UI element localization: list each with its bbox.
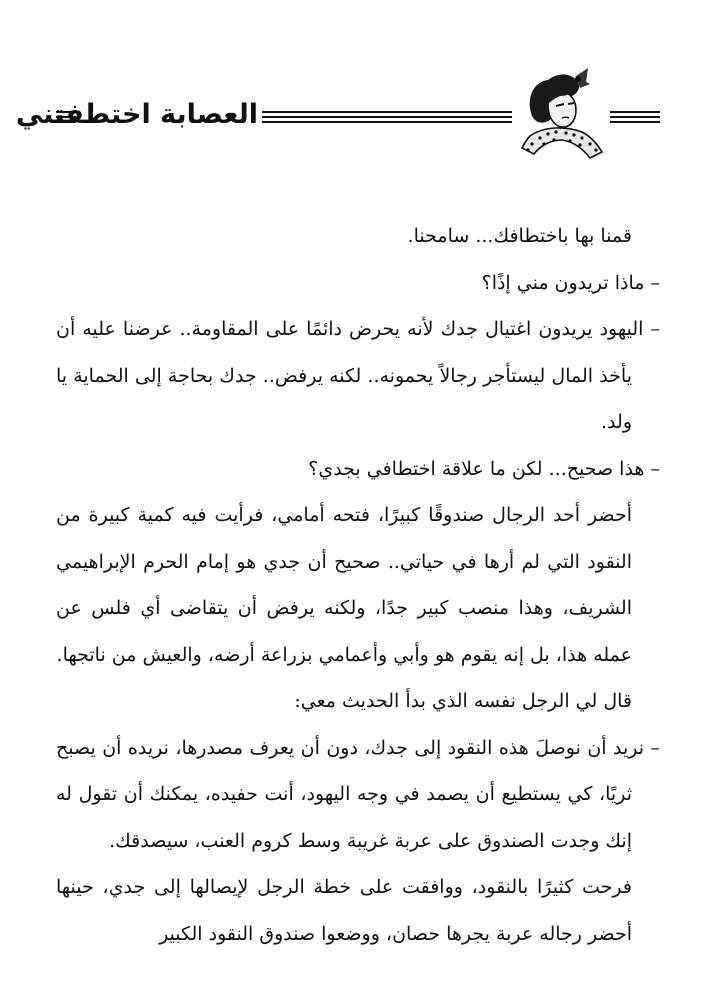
chapter-title: العصابة اختطفتني bbox=[15, 99, 258, 130]
dialogue-line: – نريد أن نوصلَ هذه النقود إلى جدك، دون أن يعرف مصدرها، نريده أن يصبح ثريًا، كي يستطيع أن يصمد في وجه اليهود، أنت حفيده، يمكنك أن تقول له إنك وجدت الصندوق على عربة غريبة وسط كروم العنب، سيصدقك. bbox=[56, 736, 660, 852]
paragraph: فرحت كثيرًا بالنقود، ووافقت على خطة الرجل لإيصالها إلى جدي، حينها أحضر رجاله عربة يجرها حصان، ووضعوا صندوق النقود الكبير bbox=[56, 876, 632, 945]
dialogue-line: – هذا صحيح... لكن ما علاقة اختطافي بجدي؟ bbox=[308, 457, 660, 480]
dialogue-line: – ماذا تريدون مني إذًا؟ bbox=[481, 271, 660, 294]
title-rule-right bbox=[610, 111, 660, 125]
dialogue-line: – اليهود يريدون اغتيال جدك لأنه يحرض دائمًا على المقاومة.. عرضنا عليه أن يأخذ المال ليستأجر رجالاً يحمونه.. لكنه يرفض.. جدك بحاجة إلى الحماية يا ولد. bbox=[56, 318, 660, 433]
paragraph: قال لي الرجل نفسه الذي بدأ الحديث معي: bbox=[294, 690, 632, 712]
page-header bbox=[0, 0, 720, 170]
girl-illustration bbox=[510, 62, 610, 162]
paragraph: قمنا بها باختطافك... سامحنا. bbox=[407, 225, 632, 247]
title-rule-middle bbox=[262, 111, 512, 125]
story-body bbox=[56, 213, 660, 957]
paragraph: أحضر أحد الرجال صندوقًا كبيرًا، فتحه أمامي، فرأيت فيه كمية كبيرة من النقود التي لم أرها في حياتي.. صحيح أن جدي هو إمام الحرم الإبراهيمي الشريف، وهذا منصب كبير جدًا، ولكنه يرفض أن يتقاضى أي فلس عن عمله هذا، بل إنه يقوم هو وأبي وأعمامي بزراعة أرضه، والعيش من ناتجها. bbox=[56, 504, 632, 666]
